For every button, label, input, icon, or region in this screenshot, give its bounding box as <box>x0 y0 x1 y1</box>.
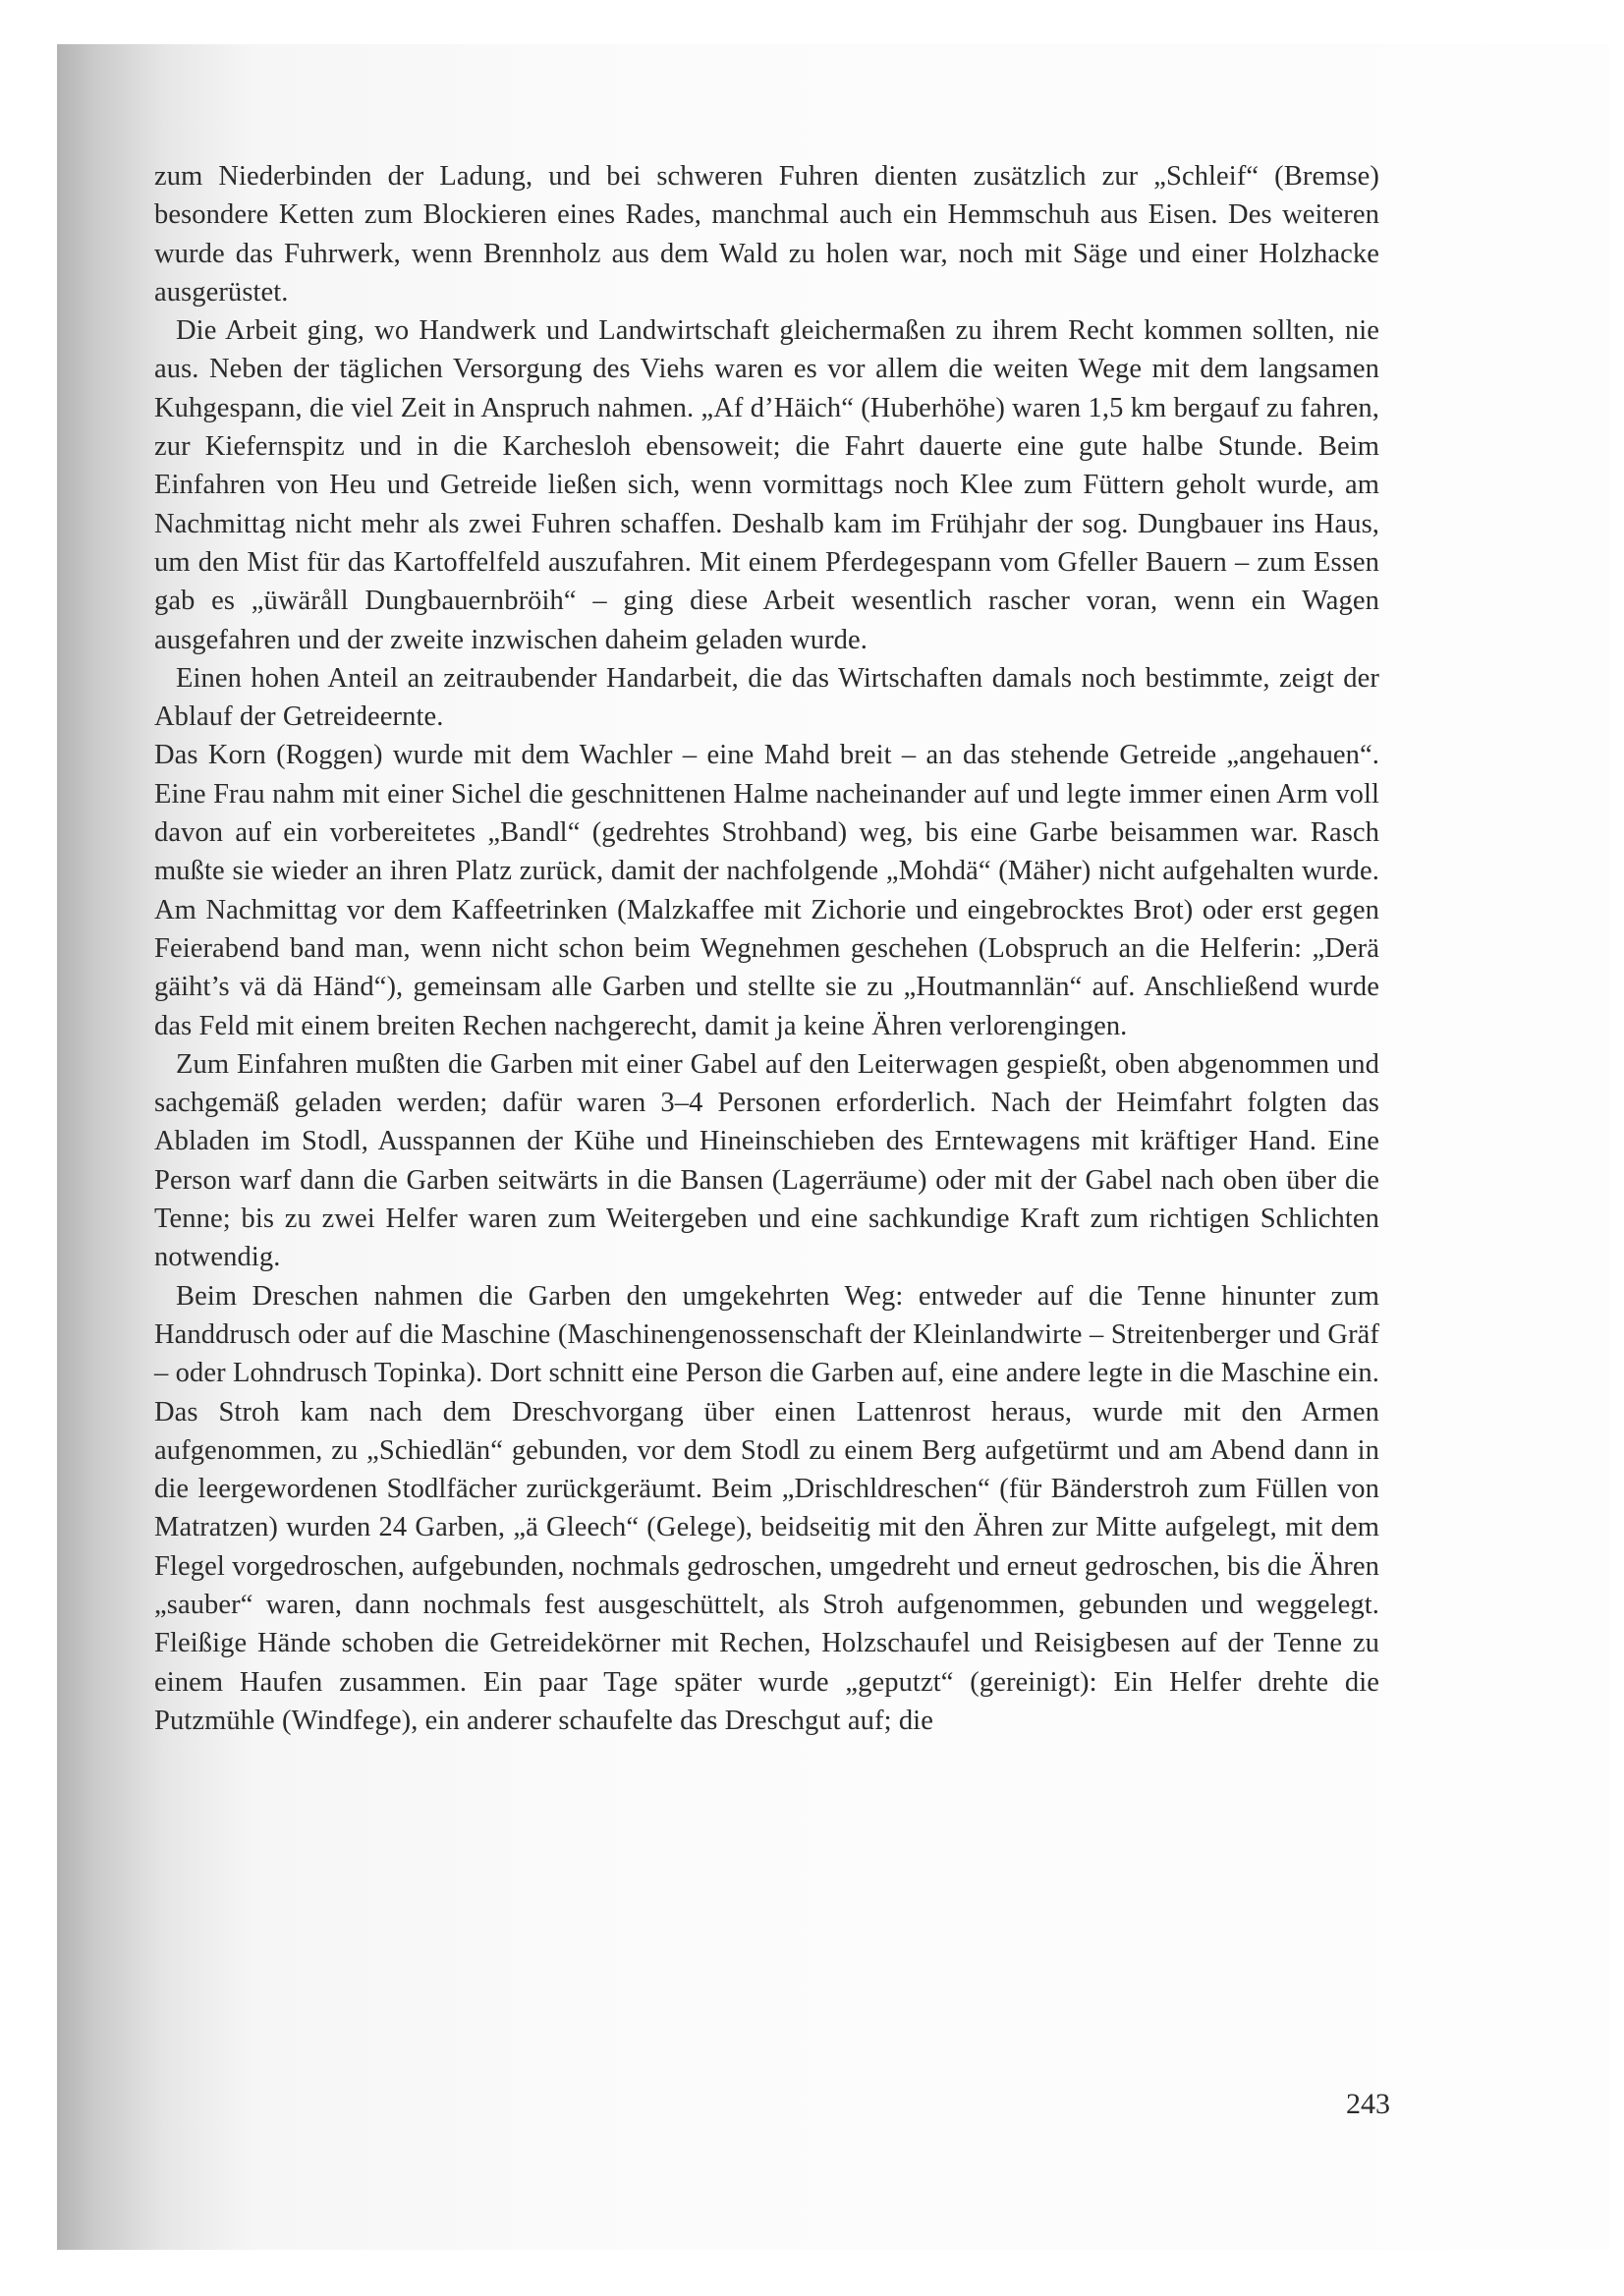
paragraph-rye-cutting: Das Korn (Roggen) wurde mit dem Wachler – eine Mahd breit – an das stehende Getreide „angehauen“. Eine Frau nahm mit einer Sichel die geschnittenen Halme nacheinander auf und legte immer einen Arm voll davon auf ein vorbereitetes „Bandl“ (gedrehtes Strohband) weg, bis eine Garbe beisammen war. Rasch mußte sie wieder an ihren Platz zurück, damit der nachfolgende „Mohdä“ (Mäher) nicht aufgehalten wurde. Am Nachmittag vor dem Kaffeetrinken (Malzkaffee mit Zichorie und eingebrocktes Brot) oder erst gegen Feierabend band man, wenn nicht schon beim Wegnehmen geschehen (Lobspruch an die Helferin: „Derä gäiht’s vä dä Händ“), gemeinsam alle Garben und stellte sie zu „Houtmannlän“ auf. Anschließend wurde das Feld mit einem breiten Rechen nachgerecht, damit ja keine Ähren verlorengingen. <box>154 740 1379 1041</box>
body-text <box>154 157 1379 1740</box>
paragraph-continued: zum Niederbinden der Ladung, und bei schweren Fuhren dienten zusätzlich zur „Schleif“ (Bremse) besondere Ketten zum Blockieren eines Rades, manchmal auch ein Hemmschuh aus Eisen. Des weiteren wurde das Fuhrwerk, wenn Brennholz aus dem Wald zu holen war, noch mit Säge und einer Holzhacke ausgerüstet. <box>154 161 1379 308</box>
paragraph-threshing: Beim Dreschen nahmen die Garben den umgekehrten Weg: entweder auf die Tenne hinunter zum Handdrusch oder auf die Maschine (Maschinengenossenschaft der Kleinlandwirte – Streitenberger und Gräf – oder Lohndrusch Topinka). Dort schnitt eine Person die Garben auf, eine andere legte in die Maschine ein. Das Stroh kam nach dem Dreschvorgang über einen Lattenrost heraus, wurde mit den Armen aufgenommen, zu „Schiedlän“ gebunden, vor dem Stodl zu einem Berg aufgetürmt und am Abend dann in die leergewordenen Stodlfächer zurückgeräumt. Beim „Drischldreschen“ (für Bänderstroh zum Füllen von Matratzen) wurden 24 Garben, „ä Gleech“ (Gelege), beidseitig mit den Ähren zur Mitte aufgelegt, mit dem Flegel vorgedroschen, aufgebunden, nochmals gedroschen, umgedreht und erneut gedroschen, bis die Ähren „sauber“ waren, dann nochmals fest ausgeschüttelt, als Stroh aufgenommen, gebunden und weggelegt. Fleißige Hände schoben die Getreidekörner mit Rechen, Holzschaufel und Reisigbesen auf der Tenne zu einem Haufen zusammen. Ein paar Tage später wurde „geputzt“ (gereinigt): Ein Helfer drehte die Putzmühle (Windfege), ein anderer schaufelte das Dreschgut auf; die <box>154 1280 1379 1736</box>
paragraph-work: Die Arbeit ging, wo Handwerk und Landwirtschaft gleichermaßen zu ihrem Recht kommen sollten, nie aus. Neben der täglichen Versorgung des Viehs waren es vor allem die weiten Wege mit dem langsamen Kuhgespann, die viel Zeit in Anspruch nahmen. „Af d’Häich“ (Huberhöhe) waren 1,5 km bergauf zu fahren, zur Kiefernspitz und in die Karchesloh ebensoweit; die Fahrt dauerte eine gute halbe Stunde. Beim Einfahren von Heu und Getreide ließen sich, wenn vormittags noch Klee zum Füttern geholt wurde, am Nachmittag nicht mehr als zwei Fuhren schaffen. Deshalb kam im Frühjahr der sog. Dungbauer ins Haus, um den Mist für das Kartoffelfeld auszufahren. Mit einem Pferdegespann vom Gfeller Bauern – zum Essen gab es „üwäråll Dungbauernbröih“ – ging diese Arbeit wesentlich rascher voran, wenn ein Wagen ausgefahren und der zweite inzwischen daheim geladen wurde. <box>154 315 1379 655</box>
page-number: 243 <box>1346 2088 1390 2120</box>
paragraph-hauling: Zum Einfahren mußten die Garben mit einer Gabel auf den Leiterwagen gespießt, oben abgenommen und sachgemäß geladen werden; dafür waren 3–4 Personen erforderlich. Nach der Heimfahrt folgten das Abladen im Stodl, Ausspannen der Kühe und Hineinschieben des Erntewagens mit kräftiger Hand. Eine Person warf dann die Garben seitwärts in die Bansen (Lagerräume) oder mit der Gabel nach oben über die Tenne; bis zu zwei Helfer waren zum Weitergeben und eine sachkundige Kraft zum richtigen Schlichten notwendig. <box>154 1048 1379 1273</box>
paragraph-harvest-intro: Einen hohen Anteil an zeitraubender Handarbeit, die das Wirtschaften damals noch bestimmte, zeigt der Ablauf der Getreideernte. <box>154 662 1379 733</box>
